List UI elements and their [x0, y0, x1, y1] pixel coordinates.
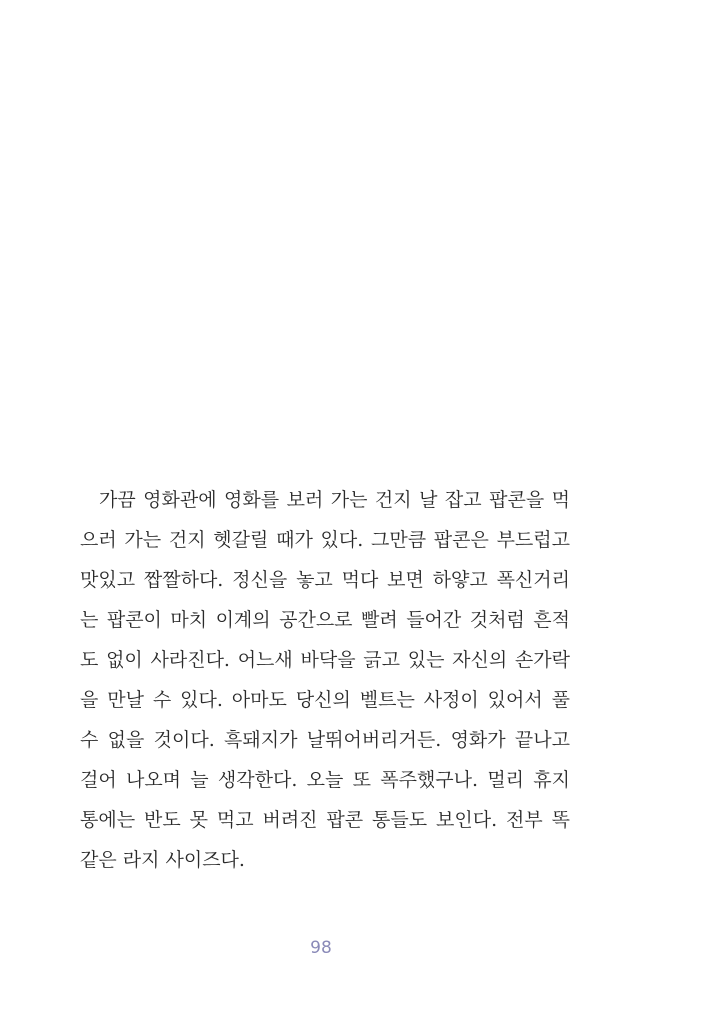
paragraph-line: 통에는 반도 못 먹고 버려진 팝콘 통들도 보인다. 전부 똑 [80, 809, 570, 831]
page-number: 98 [310, 938, 332, 958]
paragraph-line: 는 팝콘이 마치 이계의 공간으로 빨려 들어간 것처럼 흔적 [80, 609, 570, 631]
paragraph-line: 을 만날 수 있다. 아마도 당신의 벨트는 사정이 있어서 풀 [80, 689, 570, 711]
paragraph-line: 같은 라지 사이즈다. [80, 849, 245, 871]
paragraph-line: 수 없을 것이다. 흑돼지가 날뛰어버리거든. 영화가 끝나고 [80, 729, 570, 751]
paragraph-line: 맛있고 짭짤하다. 정신을 놓고 먹다 보면 하얗고 폭신거리 [80, 569, 570, 591]
paragraph-line: 도 없이 사라진다. 어느새 바닥을 긁고 있는 자신의 손가락 [80, 649, 570, 671]
body-paragraph [80, 480, 570, 880]
paragraph-line: 으러 가는 건지 헷갈릴 때가 있다. 그만큼 팝콘은 부드럽고 [80, 529, 570, 551]
paragraph-line: 걸어 나오며 늘 생각한다. 오늘 또 폭주했구나. 멀리 휴지 [80, 769, 570, 791]
paragraph-line: 가끔 영화관에 영화를 보러 가는 건지 날 잡고 팝콘을 먹 [99, 489, 570, 511]
